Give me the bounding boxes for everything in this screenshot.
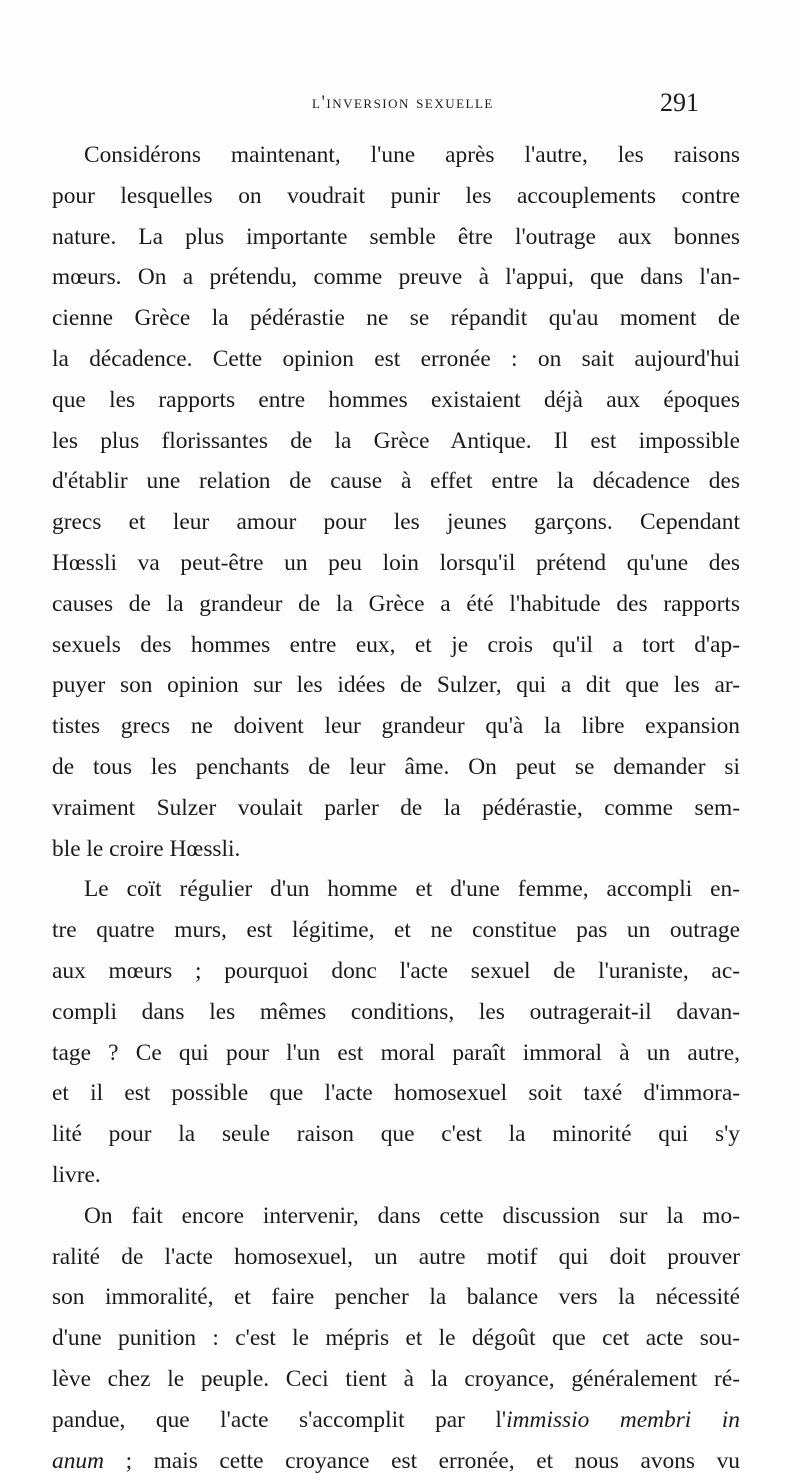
running-head (312, 88, 732, 118)
text-line: On fait encore intervenir, dans cette discussion sur la mo- (52, 1196, 740, 1237)
paragraph-container (52, 135, 740, 1481)
text-line: d'une punition : c'est le mépris et le dégoût que cet acte sou- (52, 1318, 740, 1359)
text-line: pour lesquelles on voudrait punir les accouplements contre (52, 176, 740, 217)
text-line: puyer son opinion sur les idées de Sulzer, qui a dit que les ar- (52, 665, 740, 706)
italic-phrase: anum (52, 1448, 104, 1474)
text-span: pandue, que l'acte s'accomplit par l' (52, 1407, 506, 1433)
text-line: la décadence. Cette opinion est erronée : on sait aujourd'hui (52, 339, 740, 380)
text-line: cienne Grèce la pédérastie ne se répandit qu'au moment de (52, 298, 740, 339)
text-line: de tous les penchants de leur âme. On peut se demander si (52, 747, 740, 788)
text-line: sexuels des hommes entre eux, et je crois qu'il a tort d'ap- (52, 625, 740, 666)
text-line: lève chez le peuple. Ceci tient à la croyance, généralement ré- (52, 1359, 740, 1400)
text-line: d'établir une relation de cause à effet entre la décadence des (52, 461, 740, 502)
running-title: l'inversion sexuelle (312, 92, 494, 114)
text-line: mœurs. On a prétendu, comme preuve à l'appui, que dans l'an- (52, 257, 740, 298)
text-line: aux mœurs ; pourquoi donc l'acte sexuel de l'uraniste, ac- (52, 951, 740, 992)
page-number: 291 (660, 88, 699, 118)
text-line: et il est possible que l'acte homosexuel soit taxé d'immora- (52, 1073, 740, 1114)
text-line: ralité de l'acte homosexuel, un autre motif qui doit prouver (52, 1237, 740, 1278)
text-line: compli dans les mêmes conditions, les outragerait-il davan- (52, 992, 740, 1033)
text-line: Considérons maintenant, l'une après l'autre, les raisons (52, 135, 740, 176)
text-line: que les rapports entre hommes existaient déjà aux époques (52, 380, 740, 421)
text-line: Hœssli va peut-être un peu loin lorsqu'il prétend qu'une des (52, 543, 740, 584)
text-line: les plus florissantes de la Grèce Antique. Il est impossible (52, 421, 740, 462)
text-line: son immoralité, et faire pencher la balance vers la nécessité (52, 1277, 740, 1318)
body-text (52, 135, 740, 1481)
text-line: tre quatre murs, est légitime, et ne constitue pas un outrage (52, 910, 740, 951)
text-line: tistes grecs ne doivent leur grandeur qu'à la libre expansion (52, 706, 740, 747)
italic-phrase: immissio membri in (506, 1407, 740, 1433)
text-line: vraiment Sulzer voulait parler de la pédérastie, comme sem- (52, 788, 740, 829)
text-line (52, 1441, 740, 1481)
text-line: grecs et leur amour pour les jeunes garçons. Cependant (52, 502, 740, 543)
text-line: tage ? Ce qui pour l'un est moral paraît immoral à un autre, (52, 1033, 740, 1074)
text-line: nature. La plus importante semble être l'outrage aux bonnes (52, 217, 740, 258)
text-line: Le coït régulier d'un homme et d'une femme, accompli en- (52, 869, 740, 910)
text-line: lité pour la seule raison que c'est la minorité qui s'y (52, 1114, 740, 1155)
text-line: livre. (52, 1155, 740, 1196)
text-line: causes de la grandeur de la Grèce a été l'habitude des rapports (52, 584, 740, 625)
text-line: ble le croire Hœssli. (52, 829, 740, 870)
text-span: ; mais cette croyance est erronée, et nous avons vu (104, 1448, 740, 1474)
text-line (52, 1400, 740, 1441)
